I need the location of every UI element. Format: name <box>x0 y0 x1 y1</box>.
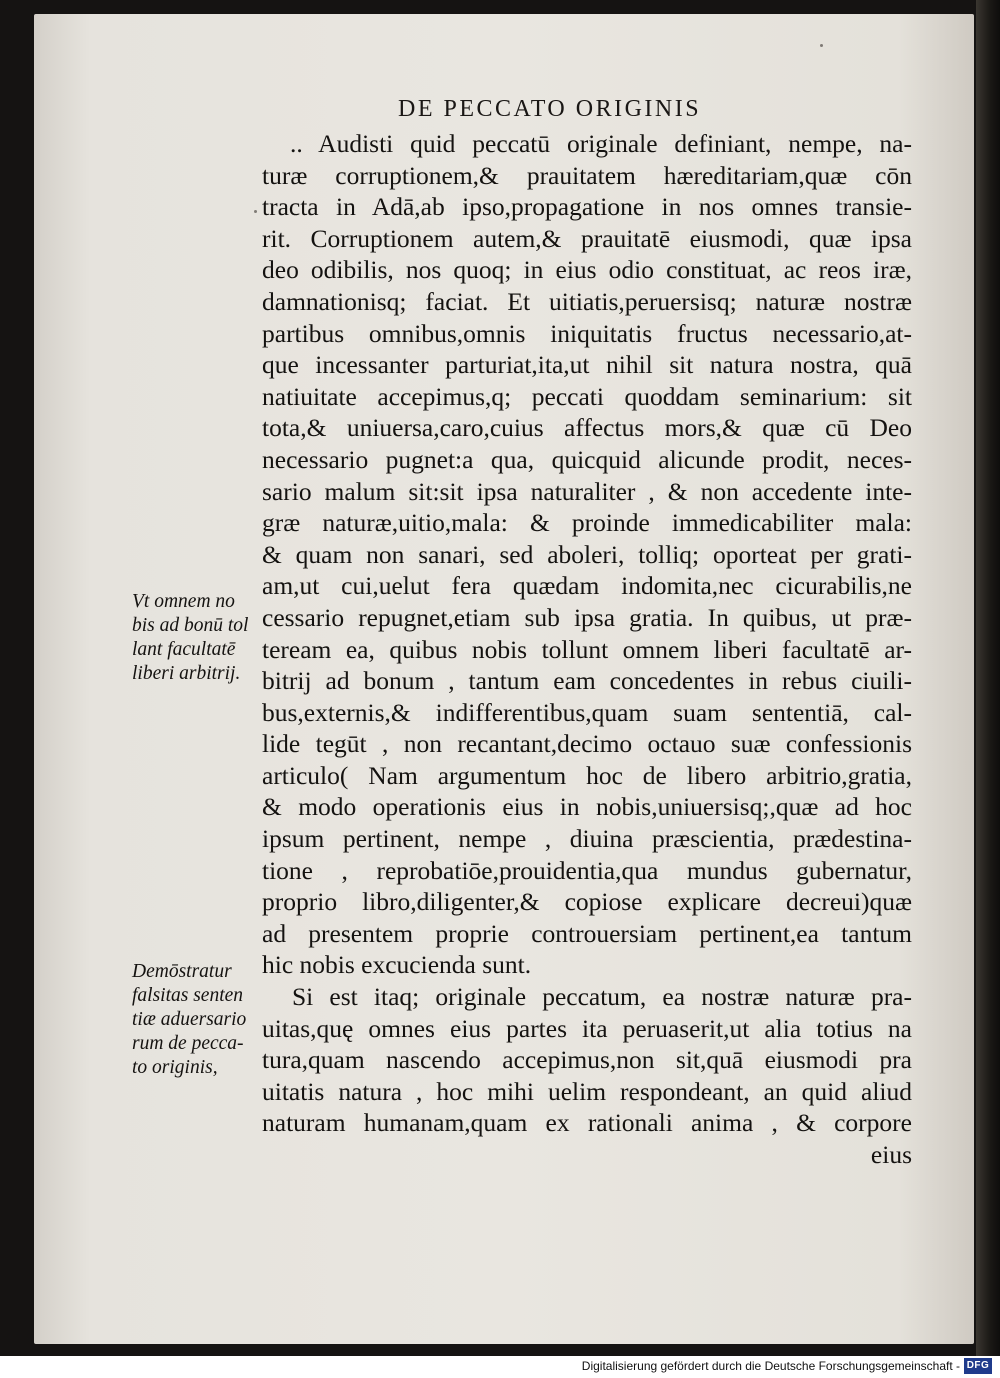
text-line: damnationisq; faciat. Et uitiatis,peruersisq; naturæ nostræ <box>262 286 912 316</box>
running-head: DE PECCATO ORIGINIS <box>398 96 702 122</box>
text-line: turæ corruptionem,& prauitatem hæreditariam,quæ cōn <box>262 160 912 190</box>
margin-note-line: Vt omnem no <box>132 591 235 612</box>
text-line: tracta in Adā,ab ipso,propagatione in nos omnes transie- <box>262 192 912 222</box>
text-line: lide tegūt , non recantant,decimo octauo suæ confessionis <box>262 729 912 759</box>
text-line: natiuitate accepimus,q; peccati quoddam seminarium: sit <box>262 381 912 411</box>
text-line: articulo( Nam argumentum hoc de libero arbitrio,gratia, <box>262 760 912 790</box>
text-line: deo odibilis, nos quoq; in eius odio constituat, ac reos iræ, <box>262 255 912 285</box>
paragraph-start-line: Si est itaq; originale peccatum, ea nostræ naturæ pra- <box>292 982 912 1012</box>
margin-note-line: falsitas senten <box>132 985 244 1006</box>
text-line: que incessanter parturiat,ita,ut nihil sit natura nostra, quā <box>262 350 912 380</box>
footer-bar <box>0 1356 1000 1378</box>
marginal-note-free-will <box>132 590 260 686</box>
text-line: tura,quam nascendo accepimus,non sit,quā eiusmodi pra <box>262 1045 912 1075</box>
text-line: bus,externis,& indifferentibus,quam suam sententiā, cal- <box>262 697 912 727</box>
funding-credit: Digitalisierung gefördert durch die Deutsche Forschungsgemeinschaft - <box>581 1359 960 1373</box>
main-text-block <box>262 128 912 1171</box>
text-line: .. Audisti quid peccatū originale definiant, nempe, na- <box>290 129 912 158</box>
text-line: tione , reprobatiōe,prouidentia,qua mundus gubernatur, <box>262 855 912 885</box>
text-line: uitas,quę omnes eius partes ita peruaserit,ut alia totius na <box>262 1013 912 1043</box>
text-line: teream ea, quibus nobis tollunt omnem liberi facultatē ar- <box>262 634 912 664</box>
text-line: & quam non sanari, sed aboleri, tolliq; oporteat per grati- <box>262 539 912 569</box>
margin-note-line: Demōstratur <box>132 961 232 982</box>
text-line: ipsum pertinent, nempe , diuina præscientia, prædestina- <box>262 824 912 854</box>
text-line: naturam humanam,quam ex rationali anima , & corpore <box>262 1108 912 1138</box>
text-line: & modo operationis eius in nobis,uniuersisq;,quæ ad hoc <box>262 792 912 822</box>
text-line: ad presentem proprie controuersiam pertinent,ea tantum <box>262 918 912 948</box>
ink-speck <box>820 44 823 47</box>
text-line: bitrij ad bonum , tantum eam concedentes in rebus ciuili- <box>262 666 912 696</box>
text-line: necessario pugnet:a qua, quicquid alicunde prodit, neces- <box>262 444 912 474</box>
text-line: græ naturæ,uitio,mala: & proinde immedicabiliter mala: <box>262 508 912 538</box>
margin-note-line: bis ad bonū tol <box>132 615 249 636</box>
margin-note-line: lant facultatē <box>132 639 236 660</box>
margin-note-line: liberi arbitrij. <box>132 663 241 684</box>
ink-speck <box>254 210 257 213</box>
text-line: uitatis natura , hoc mihi uelim respondeant, an quid aliud <box>262 1076 912 1106</box>
catchword: eius <box>870 1140 912 1169</box>
margin-note-line: rum de pecca- <box>132 1033 244 1054</box>
text-line: hic nobis excucienda sunt. <box>262 950 532 980</box>
marginal-note-original-sin <box>132 960 260 1080</box>
text-line: proprio libro,diligenter,& copiose explicare decreui)quæ <box>262 887 912 917</box>
text-line: cessario repugnet,etiam sub ipsa gratia. In quibus, ut præ- <box>262 602 912 632</box>
text-line: partibus omnibus,omnis iniquitatis fructus necessario,at- <box>262 318 912 348</box>
text-line: am,ut cui,uelut fera quædam indomita,nec cicurabilis,ne <box>262 571 912 601</box>
text-line: tota,& uniuersa,caro,cuius affectus mors,& quæ cū Deo <box>262 413 912 443</box>
page-edge-shadow <box>976 0 1000 1356</box>
text-line: rit. Corruptionem autem,& prauitatē eiusmodi, quæ ipsa <box>262 223 912 253</box>
text-line: sario malum sit:sit ipsa naturaliter , & non accedente inte- <box>262 476 912 506</box>
margin-note-line: to originis, <box>132 1057 218 1078</box>
margin-note-line: tiæ aduersario <box>132 1009 247 1030</box>
dfg-logo-icon: DFG <box>964 1358 992 1374</box>
